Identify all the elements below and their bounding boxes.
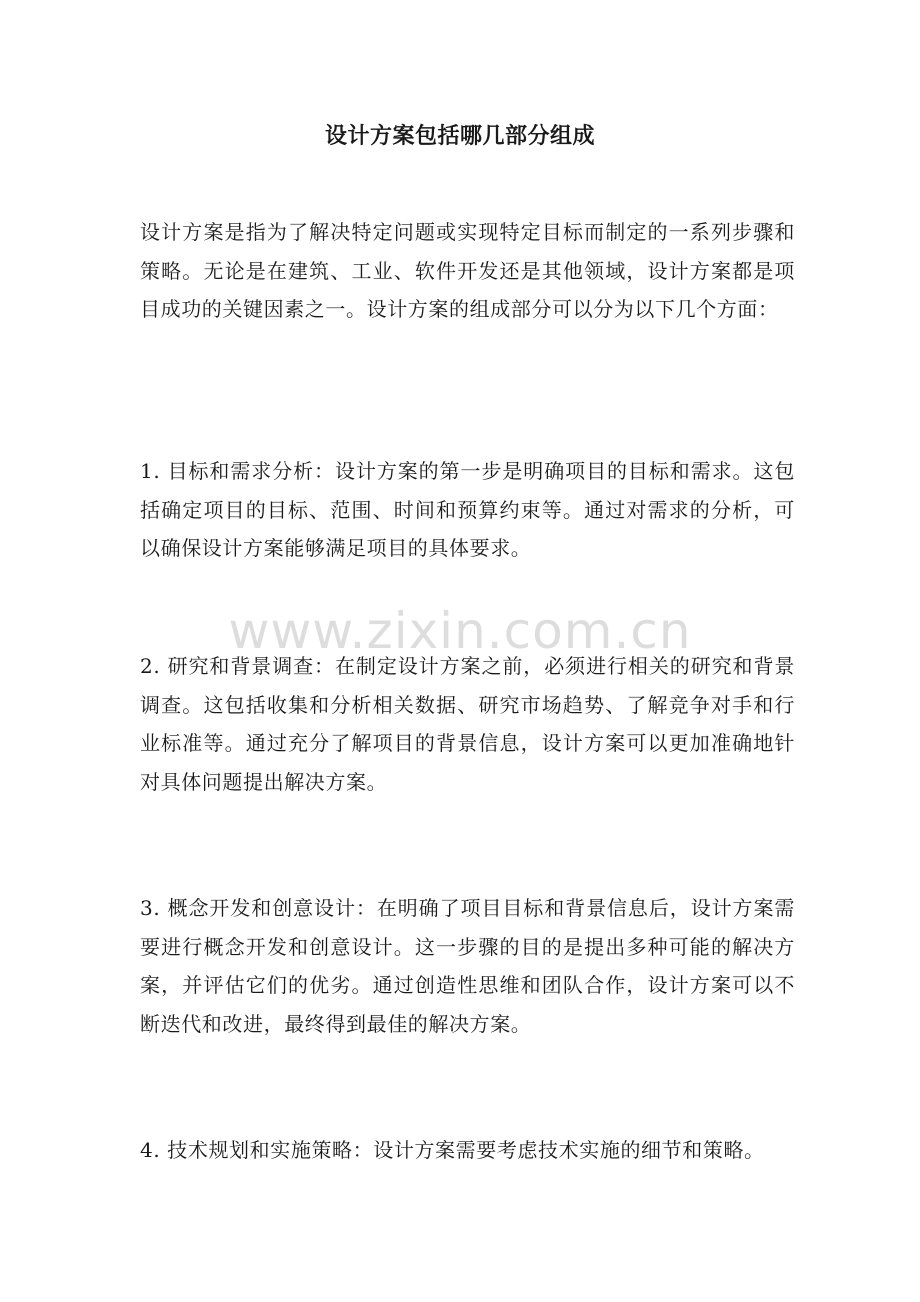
section-paragraph-4: 4. 技术规划和实施策略：设计方案需要考虑技术实施的细节和策略。 (140, 1138, 765, 1162)
section-paragraph-2: 2. 研究和背景调查：在制定设计方案之前，必须进行相关的研究和背景调查。这包括收集和分析相关数据、研究市场趋势、了解竞争对手和行业标准等。通过充分了解项目的背景信息，设计方案可以更加准确地针对具体问题提出解决方案。 (140, 654, 795, 794)
section-paragraph-3: 3. 概念开发和创意设计：在明确了项目目标和背景信息后，设计方案需要进行概念开发和创意设计。这一步骤的目的是提出多种可能的解决方案，并评估它们的优劣。通过创造性思维和团队合作，设计方案可以不断迭代和改进，最终得到最佳的解决方案。 (140, 896, 795, 1036)
watermark: www.zixin.com.cn (228, 602, 692, 660)
intro-paragraph: 设计方案是指为了解决特定问题或实现特定目标而制定的一系列步骤和策略。无论是在建筑、工业、软件开发还是其他领域，设计方案都是项目成功的关键因素之一。设计方案的组成部分可以分为以下几个方面： (140, 220, 795, 321)
section-paragraph-1: 1. 目标和需求分析：设计方案的第一步是明确项目的目标和需求。这包括确定项目的目标、范围、时间和预算约束等。通过对需求的分析，可以确保设计方案能够满足项目的具体要求。 (140, 459, 795, 560)
page-title: 设计方案包括哪几部分组成 (324, 123, 595, 149)
